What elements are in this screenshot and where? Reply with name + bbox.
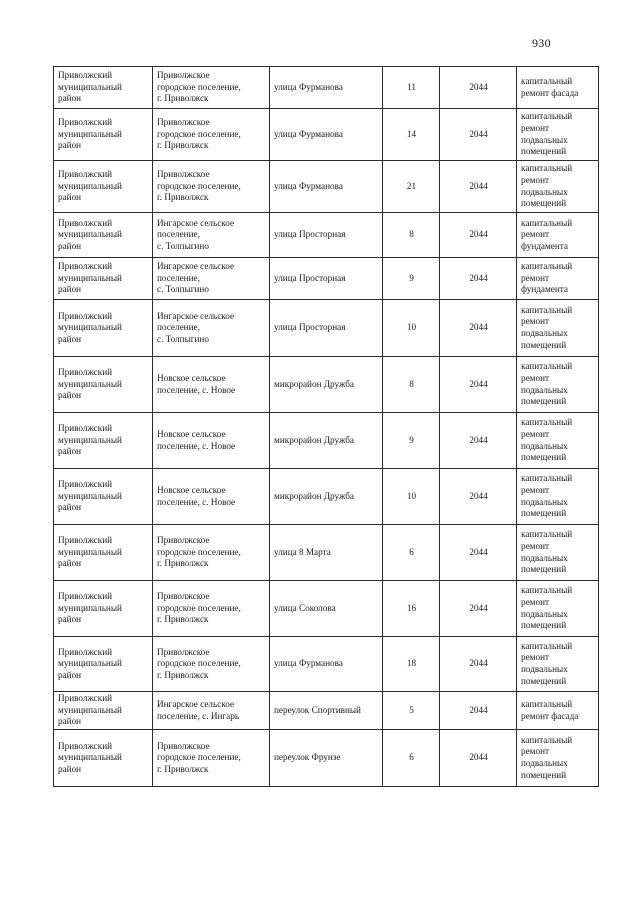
work-type-cell: капитальный ремонт фасада bbox=[517, 692, 599, 730]
street-cell: улица Просторная bbox=[270, 300, 383, 357]
house-number-cell: 9 bbox=[383, 258, 440, 300]
settlement-cell: Приволжское городское поселение, г. Приволжск bbox=[153, 67, 270, 109]
district-cell: Приволжский муниципальный район bbox=[54, 213, 153, 258]
street-cell: улица 8 Марта bbox=[270, 525, 383, 581]
district-cell: Приволжский муниципальный район bbox=[54, 413, 153, 469]
table-row bbox=[54, 161, 599, 213]
year-cell: 2044 bbox=[440, 109, 517, 161]
house-number-cell: 8 bbox=[383, 357, 440, 413]
street-cell: улица Фурманова bbox=[270, 109, 383, 161]
year-cell: 2044 bbox=[440, 357, 517, 413]
table-row bbox=[54, 413, 599, 469]
work-type-cell: капитальный ремонт фундамента bbox=[517, 213, 599, 258]
district-cell: Приволжский муниципальный район bbox=[54, 692, 153, 730]
district-cell: Приволжский муниципальный район bbox=[54, 258, 153, 300]
work-type-cell: капитальный ремонт фундамента bbox=[517, 258, 599, 300]
house-number-cell: 9 bbox=[383, 413, 440, 469]
settlement-cell: Приволжское городское поселение, г. Приволжск bbox=[153, 109, 270, 161]
work-type-cell: капитальный ремонт подвальных помещений bbox=[517, 637, 599, 692]
table-row bbox=[54, 692, 599, 730]
year-cell: 2044 bbox=[440, 213, 517, 258]
district-cell: Приволжский муниципальный район bbox=[54, 67, 153, 109]
district-cell: Приволжский муниципальный район bbox=[54, 637, 153, 692]
table-row bbox=[54, 258, 599, 300]
work-type-cell: капитальный ремонт фасада bbox=[517, 67, 599, 109]
street-cell: переулок Фрунзе bbox=[270, 730, 383, 787]
street-cell: микрорайон Дружба bbox=[270, 413, 383, 469]
table-row bbox=[54, 67, 599, 109]
house-number-cell: 21 bbox=[383, 161, 440, 213]
district-cell: Приволжский муниципальный район bbox=[54, 581, 153, 637]
district-cell: Приволжский муниципальный район bbox=[54, 357, 153, 413]
settlement-cell: Приволжское городское поселение, г. Приволжск bbox=[153, 637, 270, 692]
street-cell: улица Просторная bbox=[270, 258, 383, 300]
street-cell: микрорайон Дружба bbox=[270, 357, 383, 413]
street-cell: улица Просторная bbox=[270, 213, 383, 258]
street-cell: микрорайон Дружба bbox=[270, 469, 383, 525]
table-row bbox=[54, 581, 599, 637]
table-row bbox=[54, 213, 599, 258]
page-number: 930 bbox=[532, 36, 551, 50]
house-number-cell: 6 bbox=[383, 525, 440, 581]
house-number-cell: 18 bbox=[383, 637, 440, 692]
district-cell: Приволжский муниципальный район bbox=[54, 109, 153, 161]
work-type-cell: капитальный ремонт подвальных помещений bbox=[517, 413, 599, 469]
year-cell: 2044 bbox=[440, 730, 517, 787]
house-number-cell: 11 bbox=[383, 67, 440, 109]
work-type-cell: капитальный ремонт подвальных помещений bbox=[517, 300, 599, 357]
work-type-cell: капитальный ремонт подвальных помещений bbox=[517, 581, 599, 637]
house-number-cell: 10 bbox=[383, 300, 440, 357]
year-cell: 2044 bbox=[440, 161, 517, 213]
year-cell: 2044 bbox=[440, 469, 517, 525]
house-number-cell: 6 bbox=[383, 730, 440, 787]
street-cell: переулок Спортивный bbox=[270, 692, 383, 730]
table-row bbox=[54, 469, 599, 525]
year-cell: 2044 bbox=[440, 581, 517, 637]
year-cell: 2044 bbox=[440, 637, 517, 692]
table-row bbox=[54, 109, 599, 161]
house-number-cell: 10 bbox=[383, 469, 440, 525]
settlement-cell: Ингарское сельское поселение, с. Толпыгино bbox=[153, 213, 270, 258]
district-cell: Приволжский муниципальный район bbox=[54, 469, 153, 525]
settlement-cell: Приволжское городское поселение, г. Приволжск bbox=[153, 730, 270, 787]
year-cell: 2044 bbox=[440, 258, 517, 300]
street-cell: улица Фурманова bbox=[270, 637, 383, 692]
house-number-cell: 16 bbox=[383, 581, 440, 637]
table-row bbox=[54, 300, 599, 357]
settlement-cell: Ингарское сельское поселение, с. Ингарь bbox=[153, 692, 270, 730]
table-row bbox=[54, 357, 599, 413]
settlement-cell: Новское сельское поселение, с. Новое bbox=[153, 469, 270, 525]
work-type-cell: капитальный ремонт подвальных помещений bbox=[517, 109, 599, 161]
year-cell: 2044 bbox=[440, 300, 517, 357]
district-cell: Приволжский муниципальный район bbox=[54, 730, 153, 787]
district-cell: Приволжский муниципальный район bbox=[54, 300, 153, 357]
work-type-cell: капитальный ремонт подвальных помещений bbox=[517, 469, 599, 525]
year-cell: 2044 bbox=[440, 413, 517, 469]
year-cell: 2044 bbox=[440, 67, 517, 109]
street-cell: улица Соколова bbox=[270, 581, 383, 637]
year-cell: 2044 bbox=[440, 525, 517, 581]
table-row bbox=[54, 637, 599, 692]
work-type-cell: капитальный ремонт подвальных помещений bbox=[517, 357, 599, 413]
district-cell: Приволжский муниципальный район bbox=[54, 161, 153, 213]
table-body bbox=[54, 67, 599, 787]
street-cell: улица Фурманова bbox=[270, 67, 383, 109]
settlement-cell: Приволжское городское поселение, г. Приволжск bbox=[153, 581, 270, 637]
house-number-cell: 5 bbox=[383, 692, 440, 730]
table-row bbox=[54, 525, 599, 581]
house-number-cell: 8 bbox=[383, 213, 440, 258]
settlement-cell: Новское сельское поселение, с. Новое bbox=[153, 357, 270, 413]
year-cell: 2044 bbox=[440, 692, 517, 730]
settlement-cell: Ингарское сельское поселение, с. Толпыгино bbox=[153, 258, 270, 300]
table-row bbox=[54, 730, 599, 787]
settlement-cell: Новское сельское поселение, с. Новое bbox=[153, 413, 270, 469]
work-type-cell: капитальный ремонт подвальных помещений bbox=[517, 730, 599, 787]
repair-schedule-table bbox=[53, 66, 599, 787]
work-type-cell: капитальный ремонт подвальных помещений bbox=[517, 525, 599, 581]
settlement-cell: Ингарское сельское поселение, с. Толпыгино bbox=[153, 300, 270, 357]
street-cell: улица Фурманова bbox=[270, 161, 383, 213]
settlement-cell: Приволжское городское поселение, г. Приволжск bbox=[153, 525, 270, 581]
district-cell: Приволжский муниципальный район bbox=[54, 525, 153, 581]
work-type-cell: капитальный ремонт подвальных помещений bbox=[517, 161, 599, 213]
house-number-cell: 14 bbox=[383, 109, 440, 161]
settlement-cell: Приволжское городское поселение, г. Приволжск bbox=[153, 161, 270, 213]
